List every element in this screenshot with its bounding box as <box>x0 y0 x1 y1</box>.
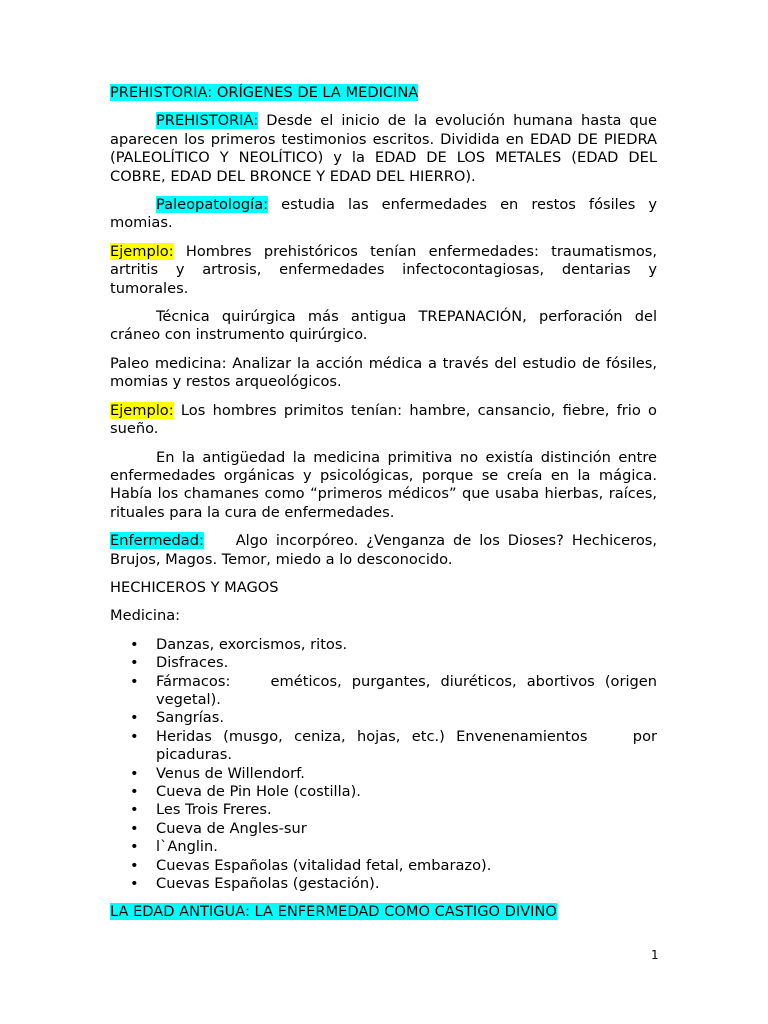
list-item-text: Venus de Willendorf. <box>156 764 305 782</box>
list-item <box>110 709 657 727</box>
paragraph-text: Desde el inicio de la evolución humana hasta que aparecen los primeros testimonios escritos. Dividida en EDAD DE PIEDRA (PALEOLÍTICO Y NEOLÍTICO) y la EDAD DE LOS METALES (EDAD DEL COBRE, EDAD DEL BRONCE Y EDAD DEL HIERRO). <box>110 112 657 185</box>
list-item-text: Les Trois Freres. <box>156 801 272 819</box>
bullet-list <box>110 635 662 894</box>
bullet-icon: • <box>130 727 139 745</box>
bullet-icon: • <box>130 801 139 819</box>
bullet-icon: • <box>130 764 139 782</box>
list-item <box>110 801 657 819</box>
list-item-text: Cuevas Españolas (vitalidad fetal, embarazo). <box>156 856 492 874</box>
list-item-text: Cuevas Españolas (gestación). <box>156 875 380 893</box>
list-item <box>110 765 657 783</box>
list-item-text: Cueva de Pin Hole (costilla). <box>156 783 361 800</box>
list-item-text: Heridas (musgo, ceniza, hojas, etc.) Envenenamientos por picaduras. <box>156 727 662 764</box>
page-content <box>110 84 662 932</box>
list-item <box>110 783 657 801</box>
bullet-icon: • <box>130 783 139 800</box>
section-heading-edad-antigua <box>110 903 657 921</box>
bullet-icon: • <box>130 856 139 874</box>
bullet-icon: • <box>130 819 139 837</box>
list-item <box>110 857 657 875</box>
paragraph-paleo-medicina: Paleo medicina: Analizar la acción médica a través del estudio de fósiles, momias y restos arqueológicos. <box>110 354 657 391</box>
list-item-text: Danzas, exorcismos, ritos. <box>156 635 348 653</box>
paragraph-text: Hombres prehistóricos tenían enfermedades: traumatismos, artritis y artrosis, enfermedades infectocontagiosas, dentarias y tumorales. <box>110 242 657 297</box>
paragraph-text: Algo incorpóreo. ¿Venganza de los Dioses? Hechiceros, Brujos, Magos. Temor, miedo a lo desconocido. <box>110 532 662 568</box>
paragraph-ejemplo-2 <box>110 402 657 439</box>
term-label: Enfermedad: <box>110 532 204 550</box>
paragraph-trepanacion: Técnica quirúrgica más antigua TREPANACIÓN, perforación del cráneo con instrumento quirúrgico. <box>110 308 657 344</box>
bullet-icon: • <box>130 875 139 893</box>
subheading-hechiceros: HECHICEROS Y MAGOS <box>110 578 279 596</box>
paragraph-enfermedad <box>110 532 662 569</box>
bullet-icon: • <box>130 838 139 856</box>
paragraph-text: Los hombres primitos tenían: hambre, cansancio, fiebre, frio o sueño. <box>110 401 657 438</box>
list-item <box>110 636 657 654</box>
page-number: 1 <box>651 948 659 962</box>
term-label: Paleopatología: <box>156 196 269 214</box>
term-label: PREHISTORIA: <box>156 112 259 130</box>
list-item <box>110 838 657 856</box>
bullet-icon: • <box>130 635 139 653</box>
list-item-text: l`Anglin. <box>156 838 218 856</box>
list-item-text: Sangrías. <box>156 709 224 727</box>
paragraph-text: estudia las enfermedades en restos fósiles y momias. <box>110 196 657 232</box>
list-item <box>110 820 657 838</box>
bullet-icon: • <box>130 709 139 727</box>
example-label: Ejemplo: <box>110 242 174 260</box>
paragraph-paleopatologia <box>110 196 657 233</box>
list-item <box>110 875 657 893</box>
label-medicina: Medicina: <box>110 607 181 625</box>
bullet-icon: • <box>130 672 139 690</box>
bullet-icon: • <box>130 654 139 672</box>
paragraph-prehistoria <box>110 112 657 186</box>
example-label: Ejemplo: <box>110 401 174 419</box>
section-heading-prehistoria <box>110 84 657 102</box>
paragraph-ejemplo-1 <box>110 243 657 298</box>
list-item-text: Fármacos: eméticos, purgantes, diuréticos, abortivos (origen vegetal). <box>156 672 662 708</box>
list-item-text: Disfraces. <box>156 654 229 672</box>
highlighted-heading: LA EDAD ANTIGUA: LA ENFERMEDAD COMO CASTIGO DIVINO <box>110 903 557 921</box>
list-item-text: Cueva de Angles-sur <box>156 819 307 837</box>
list-item <box>110 672 662 710</box>
paragraph-antiguedad: En la antigüedad la medicina primitiva no existía distinción entre enfermedades orgánicas y psicológicas, porque se creía en la mágica. Había los chamanes como “primeros médicos” que usaba hierbas, raíces, rituales para la cura de enfermedades. <box>110 448 657 521</box>
highlighted-heading: PREHISTORIA: ORÍGENES DE LA MEDICINA <box>110 84 419 101</box>
list-item <box>110 654 657 672</box>
list-item <box>110 727 662 765</box>
